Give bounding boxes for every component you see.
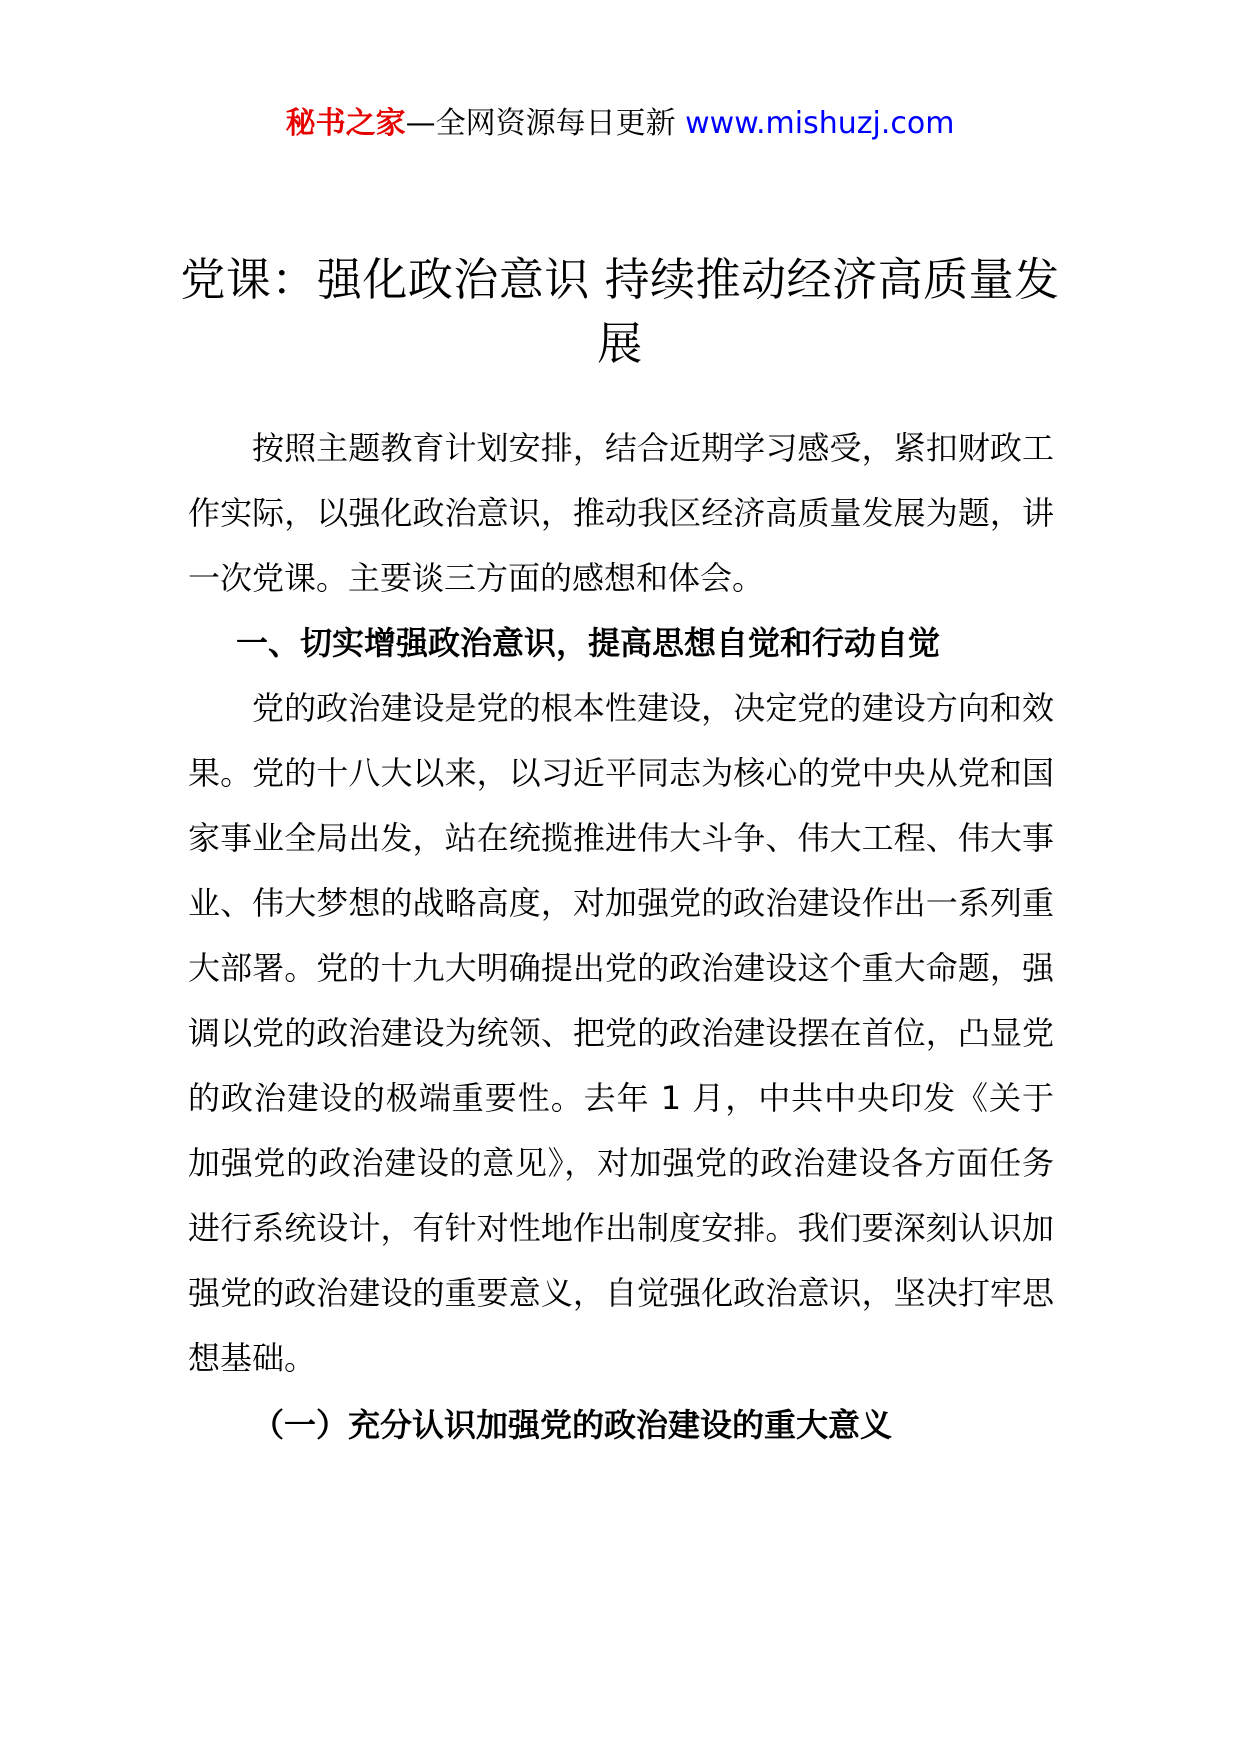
section-1-heading: 一、切实增强政治意识，提高思想自觉和行动自觉 — [236, 624, 941, 662]
document-body — [188, 416, 1054, 1458]
section-1-paragraph: 党的政治建设是党的根本性建设，决定党的建设方向和效果。党的十八大以来，以习近平同志为核心的党中央从党和国家事业全局出发，站在统揽推进伟大斗争、伟大工程、伟大事业、伟大梦想的战略高度，对加强党的政治建设作出一系列重大部署。党的十九大明确提出党的政治建设这个重大命题，强调以党的政治建设为统领、把党的政治建设摆在首位，凸显党的政治建设的极端重要性。去年 1 月，中共中央印发《关于加强党的政治建设的意见》，对加强党的政治建设各方面任务进行系统设计，有针对性地作出制度安排。我们要深刻认识加强党的政治建设的重要意义，自觉强化政治意识，坚决打牢思想基础。 — [188, 689, 1054, 1377]
subsection-1-heading: （一）充分认识加强党的政治建设的重大意义 — [252, 1406, 893, 1444]
header-tagline: —全网资源每日更新 — [405, 106, 686, 141]
document-title: 党课：强化政治意识 持续推动经济高质量发展 — [180, 253, 1060, 370]
brand-name: 秘书之家 — [285, 106, 406, 141]
site-url: www.mishuzj.com — [685, 106, 955, 141]
intro-paragraph: 按照主题教育计划安排，结合近期学习感受，紧扣财政工作实际，以强化政治意识，推动我区经济高质量发展为题，讲一次党课。主要谈三方面的感想和体会。 — [188, 429, 1054, 597]
site-header — [0, 100, 1240, 148]
